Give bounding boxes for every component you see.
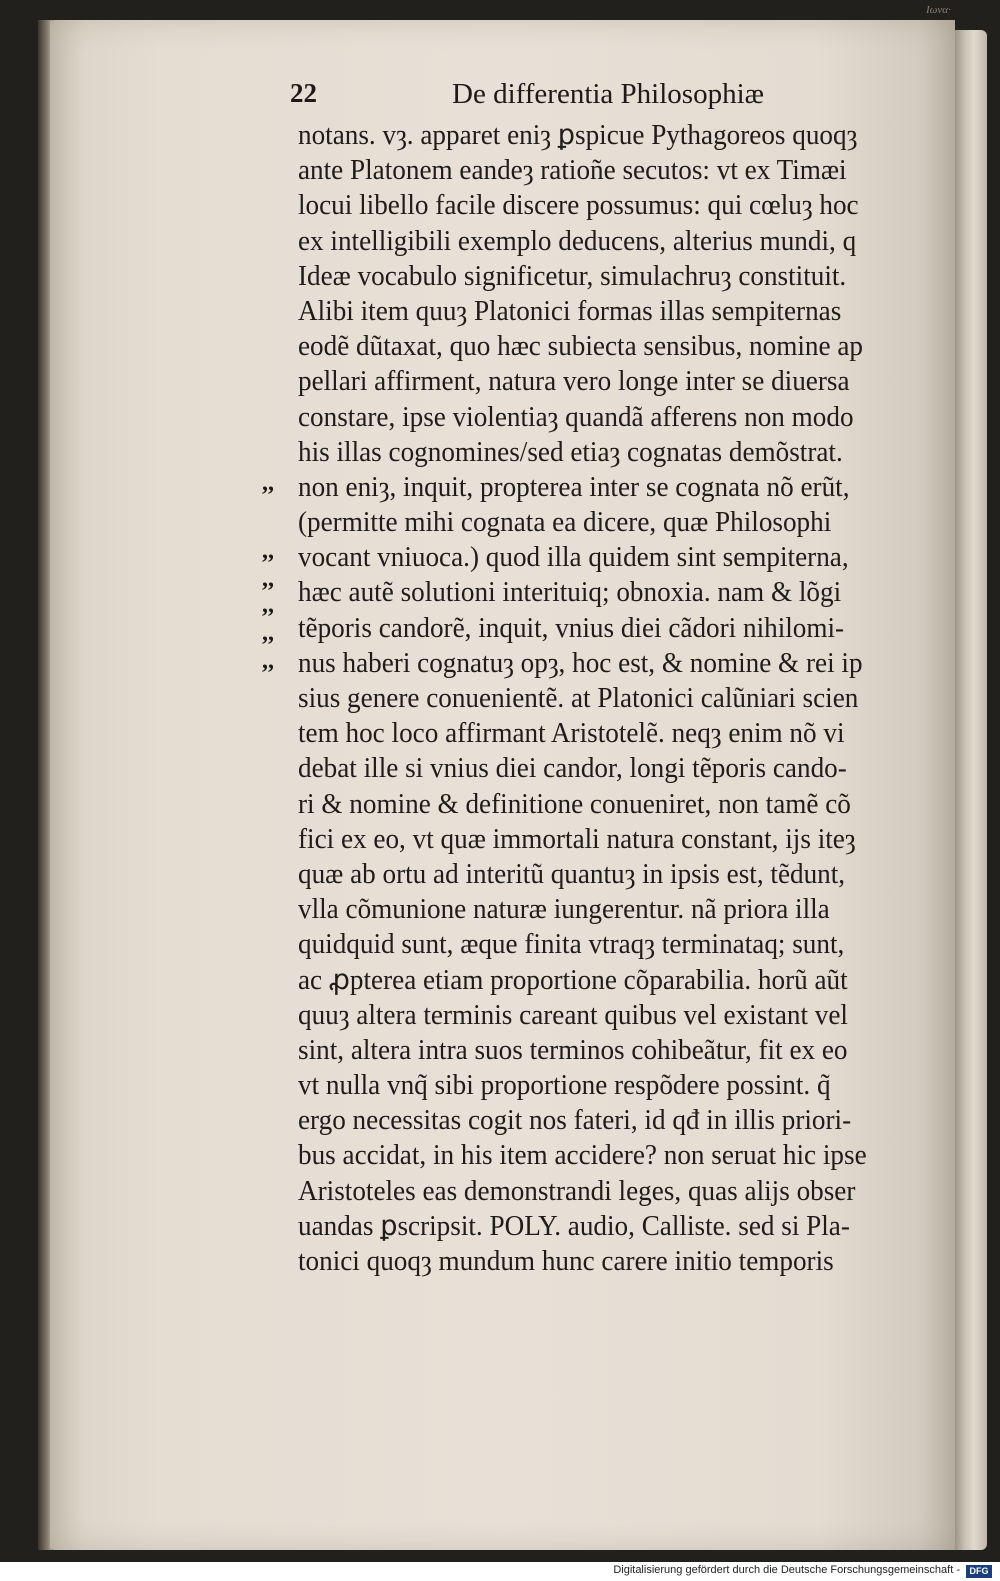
running-head: De differentia Philosophiæ (452, 78, 764, 110)
quote-mark: ,, (262, 566, 274, 592)
text-line: sius genere conuenientẽ. at Platonici calũniari scien (298, 683, 859, 714)
quote-mark: ,, (262, 592, 274, 618)
text-line: (permitte mihi cognata ea dicere, quæ Philosophi (298, 507, 832, 539)
text-line: nus haberi cognatuȝ opȝ, hoc est, & nomine & rei ip (298, 647, 863, 679)
text-line: vocant vniuoca.) quod illa quidem sint sempiterna, (298, 542, 849, 574)
dfg-logo: DFG (966, 1565, 992, 1578)
text-line: uandas ꝑscripsit. POLY. audio, Calliste. sed si Pla- (298, 1210, 850, 1242)
text-line: quæ ab ortu ad interitũ quantuȝ in ipsis est, tẽdunt, (298, 858, 846, 890)
body-text (298, 118, 968, 1279)
text-line: vt nulla vnq̃ sibi proportione respõdere possint. q̃ (298, 1070, 831, 1102)
text-line: tem hoc loco affirmant Aristotelẽ. neqȝ enim nõ vi (298, 718, 845, 750)
quote-mark: ,, (262, 648, 274, 674)
text-line: bus accidat, in his item accidere? non seruat hic ipse (298, 1140, 867, 1172)
corner-label: Ιωνα· (926, 4, 951, 16)
text-line: ergo necessitas cogit nos fateri, id qđ in illis priori- (298, 1105, 852, 1137)
text-line: constare, ipse violentiaȝ quandã afferens non modo (298, 401, 854, 433)
text-line: ac ꝓpterea etiam proportione cõparabilia. horũ aũt (298, 964, 848, 996)
text-line: ex intelligibili exemplo deducens, alterius mundi, q (298, 225, 857, 257)
text-line: Alibi item quuȝ Platonici formas illas sempiternas (298, 295, 842, 327)
text-line: non eniȝ, inquit, propterea inter se cognata nõ erũt, (298, 471, 850, 503)
text-line: pellari affirment, natura vero longe inter se diuersa (298, 366, 850, 398)
text-line: tẽporis candorẽ, inquit, vnius diei cãdori nihilomi- (298, 612, 845, 644)
text-line: quidquid sunt, æque finita vtraqȝ terminataq; sunt, (298, 929, 845, 961)
text-line: tonici quoqȝ mundum hunc carere initio temporis (298, 1246, 834, 1277)
page-header (290, 78, 810, 118)
funding-credit: Digitalisierung gefördert durch die Deutsche Forschungsgemeinschaft - (613, 1564, 960, 1576)
text-line: notans. vȝ. apparet eniȝ ꝑspicue Pythagoreos quoqȝ (298, 120, 858, 151)
footer-bar (0, 1562, 1000, 1581)
text-line: Aristoteles eas demonstrandi leges, quas alijs obser (298, 1175, 856, 1207)
text-line: Ideæ vocabulo significetur, simulachruȝ constituit. (298, 260, 847, 292)
text-line: hæc autẽ solutioni interituiq; obnoxia. nam & lõgi (298, 577, 842, 609)
text-line: locui libello facile discere possumus: qui cœluȝ hoc (298, 190, 859, 222)
quote-mark: ,, (262, 470, 274, 496)
text-line: debat ille si vnius diei candor, longi tẽporis cando- (298, 753, 847, 785)
text-line: ri & nomine & definitione conueniret, non tamẽ cõ (298, 788, 851, 820)
text-line: quuȝ altera terminis careant quibus vel existant vel (298, 999, 848, 1031)
text-line: sint, altera intra suos terminos cohibeãtur, fit ex eo (298, 1034, 848, 1066)
text-line: ante Platonem eandeȝ ratioñe secutos: vt ex Timæi (298, 155, 847, 187)
page-number: 22 (290, 78, 317, 108)
text-line: eodẽ dũtaxat, quo hæc subiecta sensibus, nomine ap (298, 331, 863, 363)
text-line: fici ex eo, vt quæ immortali natura constant, ijs iteȝ (298, 823, 856, 855)
text-line: vlla cõmunione naturæ iungerentur. nã priora illa (298, 894, 830, 926)
quote-mark: ,, (262, 538, 274, 564)
quote-mark: ,, (262, 620, 274, 646)
text-line: his illas cognomines/sed etiaȝ cognatas demõstrat. (298, 436, 843, 468)
